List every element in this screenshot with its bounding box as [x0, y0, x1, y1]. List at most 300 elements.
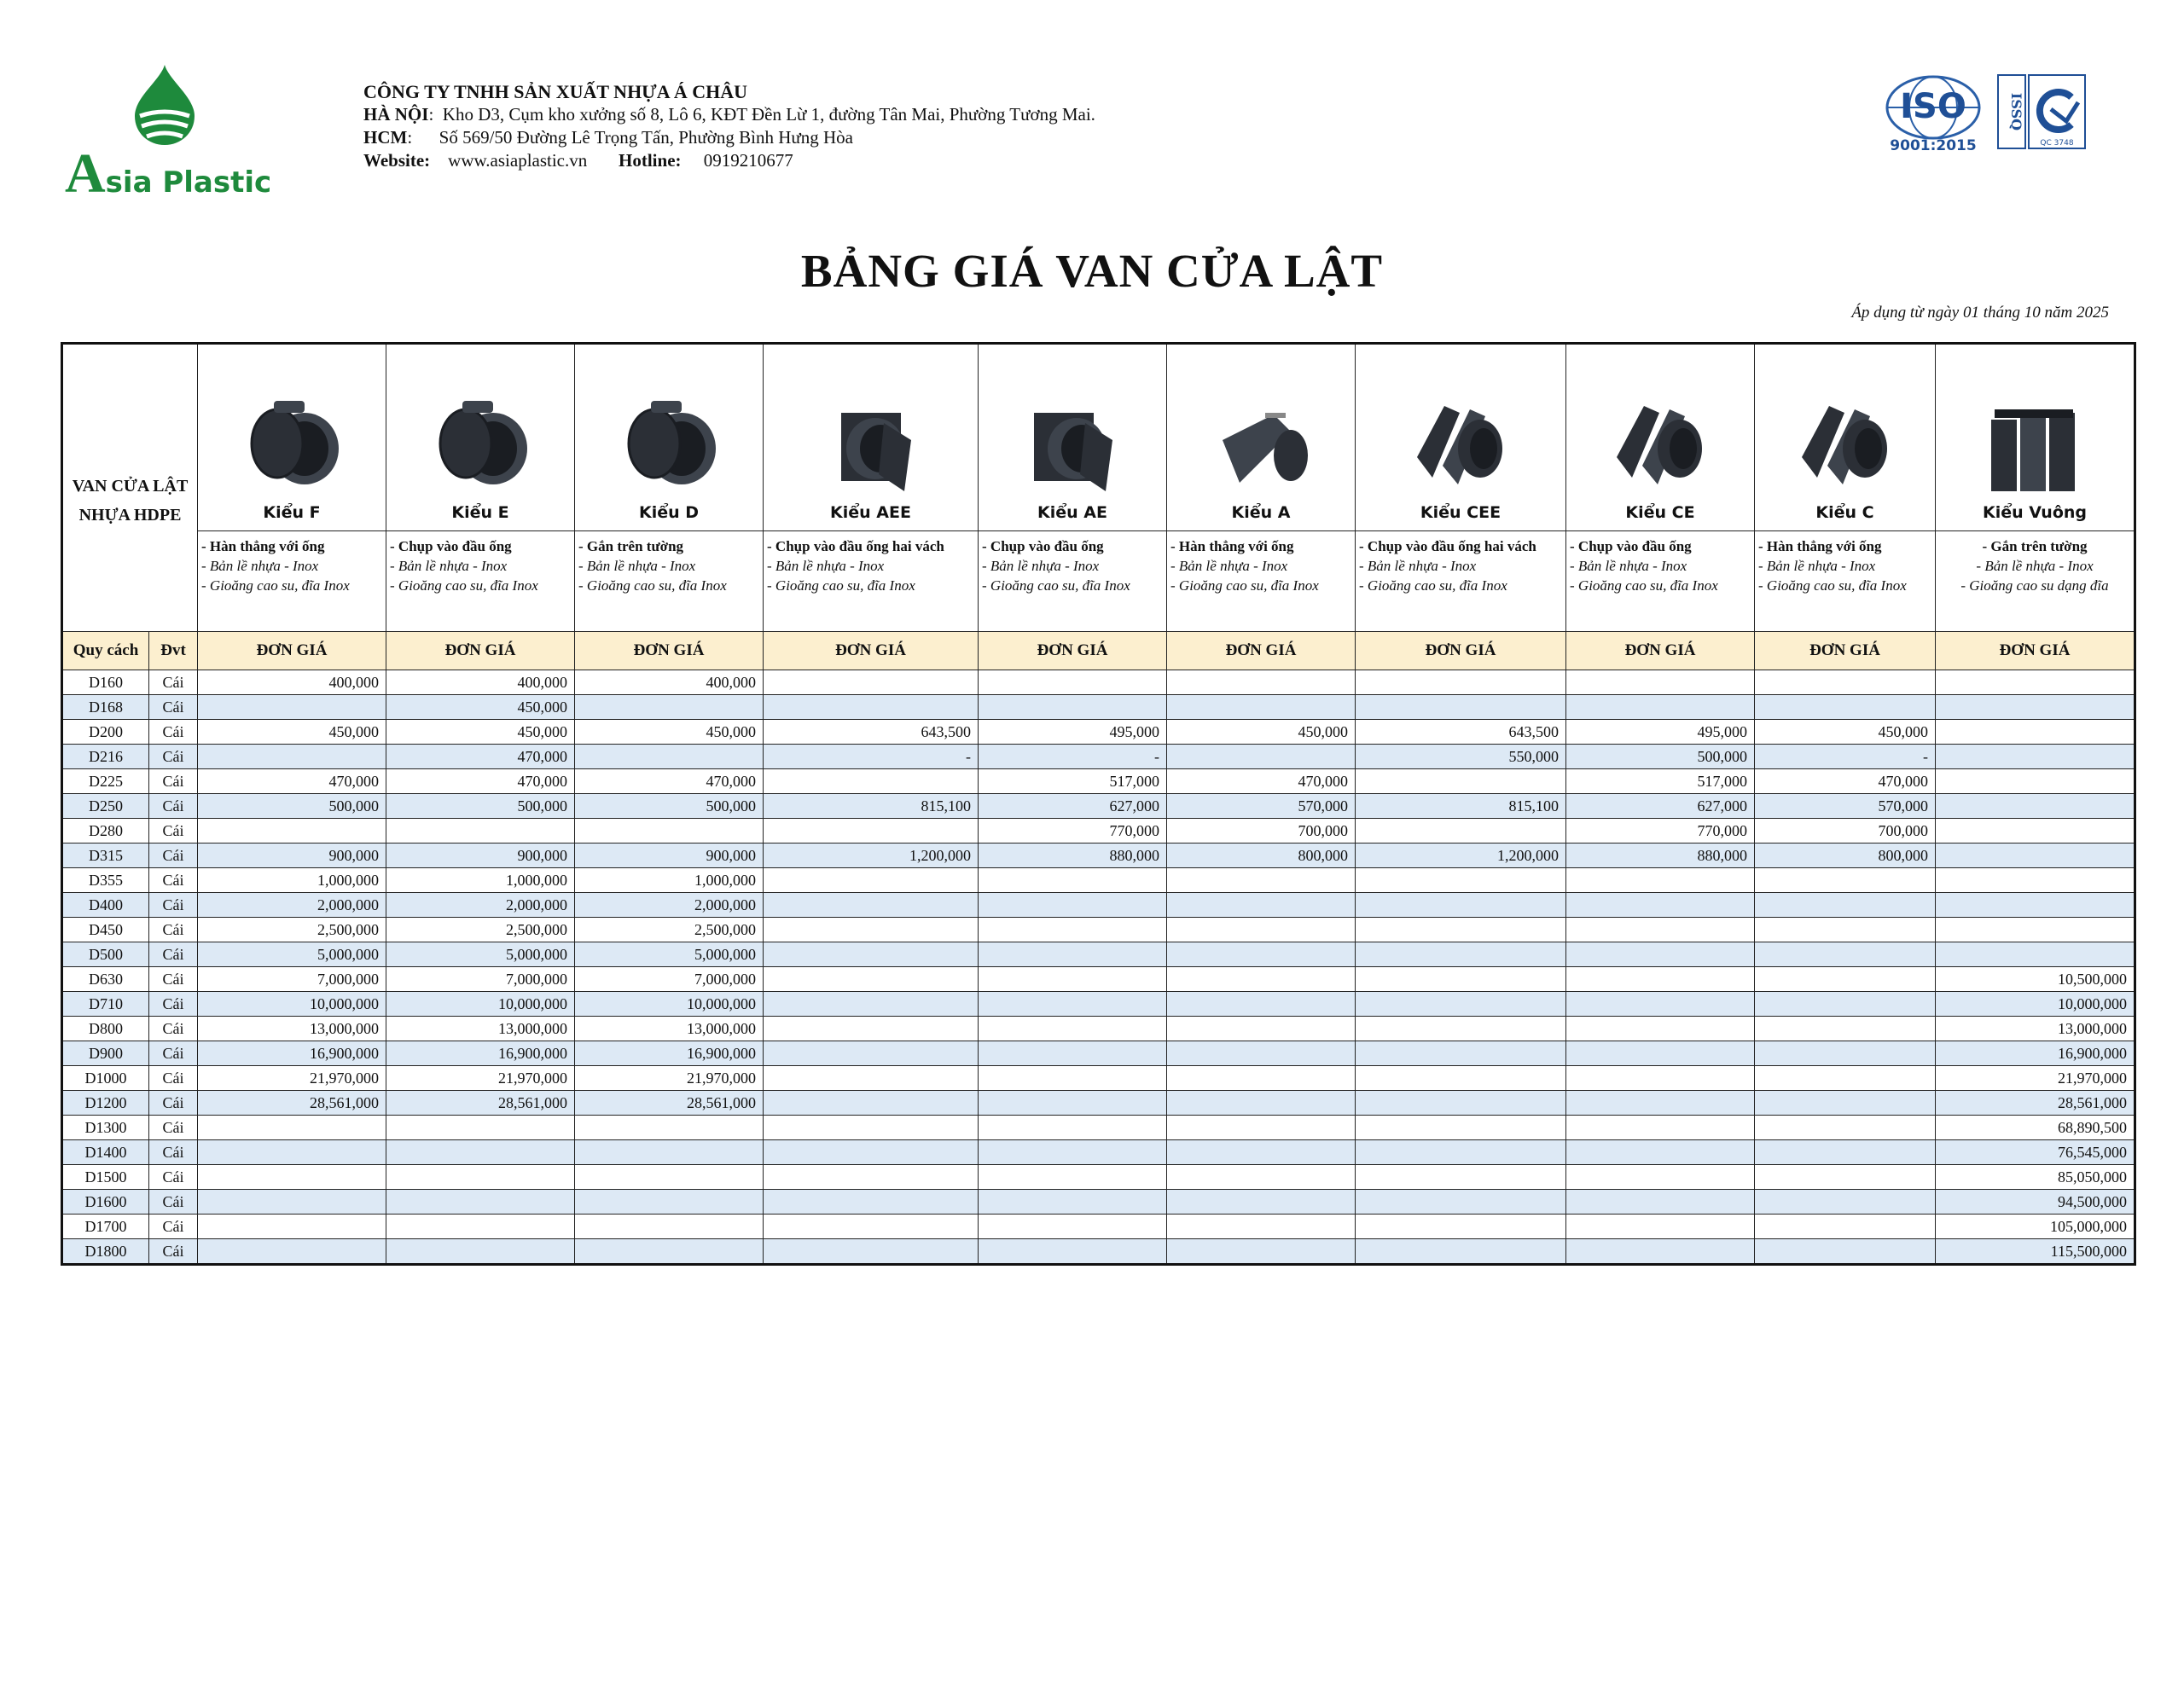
price-cell: 470,000 — [575, 769, 764, 794]
website-label: Website: — [363, 150, 431, 171]
product-cell-0 — [198, 344, 386, 531]
table-header-row — [62, 632, 2135, 670]
description-line: - Bản lề nhựa - Inox — [982, 558, 1100, 574]
price-cell — [575, 745, 764, 769]
description-line: - Bản lề nhựa - Inox — [578, 558, 696, 574]
price-cell: 2,000,000 — [198, 893, 386, 918]
price-cell: 105,000,000 — [1936, 1215, 2135, 1239]
price-cell — [1936, 695, 2135, 720]
size-cell: D400 — [62, 893, 149, 918]
unit-cell: Cái — [149, 967, 198, 992]
price-cell — [764, 1165, 979, 1190]
price-cell: 68,890,500 — [1936, 1116, 2135, 1140]
price-cell — [1167, 745, 1356, 769]
size-cell: D900 — [62, 1041, 149, 1066]
size-cell: D200 — [62, 720, 149, 745]
product-description-2 — [575, 531, 764, 632]
price-cell — [1566, 1190, 1755, 1215]
price-cell — [1356, 670, 1566, 695]
iso-text: ISO — [1900, 87, 1966, 126]
product-description-5 — [1167, 531, 1356, 632]
size-cell: D1600 — [62, 1190, 149, 1215]
price-cell: 2,500,000 — [386, 918, 575, 942]
price-cell — [764, 893, 979, 918]
price-cell: 28,561,000 — [1936, 1091, 2135, 1116]
product-cell-7 — [1566, 344, 1755, 531]
unit-cell: Cái — [149, 819, 198, 844]
size-cell: D710 — [62, 992, 149, 1017]
price-cell — [1356, 1190, 1566, 1215]
price-cell: 470,000 — [198, 769, 386, 794]
price-cell — [1936, 868, 2135, 893]
description-line: - Chụp vào đầu ống — [1570, 538, 1692, 554]
price-cell: 13,000,000 — [575, 1017, 764, 1041]
description-line: - Gioăng cao su, đĩa Inox — [201, 577, 350, 594]
price-cell — [386, 1140, 575, 1165]
price-cell: 643,500 — [764, 720, 979, 745]
product-description-4 — [979, 531, 1167, 632]
table-row — [62, 670, 2135, 695]
price-cell — [1566, 893, 1755, 918]
product-description-9 — [1936, 531, 2135, 632]
price-cell — [764, 868, 979, 893]
price-cell — [1755, 1066, 1936, 1091]
price-cell — [575, 1116, 764, 1140]
price-cell: 517,000 — [1566, 769, 1755, 794]
price-cell: 500,000 — [575, 794, 764, 819]
product-description-row — [62, 531, 2135, 632]
unit-cell: Cái — [149, 1116, 198, 1140]
price-cell: 7,000,000 — [575, 967, 764, 992]
hcm-address: Số 569/50 Đường Lê Trọng Tấn, Phường Bình Hưng Hòa — [439, 127, 853, 148]
size-cell: D225 — [62, 769, 149, 794]
price-cell — [979, 1041, 1167, 1066]
price-cell — [1356, 942, 1566, 967]
unit-cell: Cái — [149, 1215, 198, 1239]
price-cell — [1755, 992, 1936, 1017]
price-cell — [764, 1116, 979, 1140]
price-cell — [979, 1215, 1167, 1239]
price-cell — [1167, 893, 1356, 918]
price-cell — [1755, 918, 1936, 942]
product-description-8 — [1755, 531, 1936, 632]
price-cell — [764, 918, 979, 942]
price-cell: 2,000,000 — [386, 893, 575, 918]
table-row — [62, 695, 2135, 720]
unit-cell: Cái — [149, 794, 198, 819]
price-cell: 5,000,000 — [386, 942, 575, 967]
description-line: - Gioăng cao su, đĩa Inox — [982, 577, 1130, 594]
price-cell — [575, 819, 764, 844]
price-cell: 450,000 — [198, 720, 386, 745]
table-row — [62, 992, 2135, 1017]
price-cell — [764, 1215, 979, 1239]
price-cell — [1356, 1239, 1566, 1265]
price-cell — [1566, 1017, 1755, 1041]
price-cell — [1356, 1165, 1566, 1190]
size-cell: D630 — [62, 967, 149, 992]
price-cell — [979, 1140, 1167, 1165]
price-cell — [764, 1017, 979, 1041]
table-row — [62, 942, 2135, 967]
price-cell — [1167, 1165, 1356, 1190]
size-cell: D1500 — [62, 1165, 149, 1190]
unit-cell: Cái — [149, 918, 198, 942]
price-cell — [764, 819, 979, 844]
table-row — [62, 1091, 2135, 1116]
price-table-container — [61, 342, 2134, 1266]
hotline-number: 0919210677 — [703, 150, 793, 171]
unit-cell: Cái — [149, 1017, 198, 1041]
price-cell: 770,000 — [1566, 819, 1755, 844]
price-cell — [1755, 1165, 1936, 1190]
table-row — [62, 1017, 2135, 1041]
price-cell: 2,500,000 — [575, 918, 764, 942]
price-cell — [979, 1091, 1167, 1116]
price-cell: 800,000 — [1755, 844, 1936, 868]
price-header-4: ĐƠN GIÁ — [979, 632, 1167, 670]
table-row — [62, 868, 2135, 893]
price-cell — [386, 1239, 575, 1265]
price-cell — [1356, 992, 1566, 1017]
size-cell: D500 — [62, 942, 149, 967]
price-header-8: ĐƠN GIÁ — [1755, 632, 1936, 670]
price-cell: 495,000 — [1566, 720, 1755, 745]
price-cell: 76,545,000 — [1936, 1140, 2135, 1165]
price-cell — [198, 1116, 386, 1140]
unit-cell: Cái — [149, 1140, 198, 1165]
price-cell: 21,970,000 — [386, 1066, 575, 1091]
price-cell: 7,000,000 — [386, 967, 575, 992]
size-cell: D800 — [62, 1017, 149, 1041]
price-cell: 627,000 — [1566, 794, 1755, 819]
price-cell: 2,500,000 — [198, 918, 386, 942]
price-cell — [1566, 1041, 1755, 1066]
price-cell: 470,000 — [1755, 769, 1936, 794]
product-type-name: Kiểu D — [638, 503, 700, 522]
price-cell — [1356, 1140, 1566, 1165]
price-cell — [1755, 1140, 1936, 1165]
table-row — [62, 1116, 2135, 1140]
price-cell — [1566, 1091, 1755, 1116]
price-cell — [764, 1190, 979, 1215]
corner-line-1: VAN CỬA LẬT — [72, 477, 189, 496]
price-cell — [1356, 918, 1566, 942]
price-cell: 470,000 — [386, 745, 575, 769]
issq-text: ISSQ — [2008, 92, 2024, 131]
price-cell: 16,900,000 — [575, 1041, 764, 1066]
description-line: - Bản lề nhựa - Inox — [390, 558, 508, 574]
price-cell — [1356, 1041, 1566, 1066]
price-cell — [1356, 1066, 1566, 1091]
price-cell — [1755, 1116, 1936, 1140]
description-line: - Bản lề nhựa - Inox — [1170, 558, 1288, 574]
price-cell: 770,000 — [979, 819, 1167, 844]
product-cell-1 — [386, 344, 575, 531]
product-type-name: Kiểu CEE — [1420, 503, 1502, 522]
price-cell: 16,900,000 — [1936, 1041, 2135, 1066]
product-description-0 — [198, 531, 386, 632]
price-cell — [1167, 868, 1356, 893]
description-line: - Gioăng cao su, đĩa Inox — [1758, 577, 1907, 594]
price-cell — [1167, 1116, 1356, 1140]
price-cell — [1356, 1091, 1566, 1116]
company-info — [363, 80, 1095, 172]
table-row — [62, 1165, 2135, 1190]
price-cell: 450,000 — [1755, 720, 1936, 745]
price-cell: 13,000,000 — [198, 1017, 386, 1041]
price-cell — [575, 1165, 764, 1190]
unit-cell: Cái — [149, 1041, 198, 1066]
price-cell: 500,000 — [386, 794, 575, 819]
price-cell — [1167, 992, 1356, 1017]
size-cell: D315 — [62, 844, 149, 868]
price-cell — [1566, 868, 1755, 893]
price-cell: 880,000 — [979, 844, 1167, 868]
price-cell — [1936, 844, 2135, 868]
price-cell: 700,000 — [1755, 819, 1936, 844]
website-link[interactable]: www.asiaplastic.vn — [448, 150, 588, 171]
table-row — [62, 720, 2135, 745]
table-row — [62, 918, 2135, 942]
size-cell: D450 — [62, 918, 149, 942]
price-cell: 28,561,000 — [386, 1091, 575, 1116]
product-image-6 — [1405, 389, 1516, 500]
price-cell: 16,900,000 — [386, 1041, 575, 1066]
description-line: - Chụp vào đầu ống hai vách — [767, 538, 944, 554]
price-cell — [979, 695, 1167, 720]
page-title: BẢNG GIÁ VAN CỬA LẬT — [800, 245, 1384, 297]
price-cell: 550,000 — [1356, 745, 1566, 769]
price-cell — [198, 695, 386, 720]
price-cell: 94,500,000 — [1936, 1190, 2135, 1215]
price-cell: 21,970,000 — [575, 1066, 764, 1091]
price-cell — [1755, 695, 1936, 720]
price-cell: 10,000,000 — [575, 992, 764, 1017]
price-cell — [1167, 1091, 1356, 1116]
product-image-8 — [1790, 389, 1901, 500]
product-image-2 — [613, 389, 724, 500]
price-cell: 800,000 — [1167, 844, 1356, 868]
description-line: - Bản lề nhựa - Inox — [201, 558, 319, 574]
price-header-0: ĐƠN GIÁ — [198, 632, 386, 670]
price-cell — [1356, 1215, 1566, 1239]
size-cell: D1800 — [62, 1239, 149, 1265]
table-row — [62, 794, 2135, 819]
price-cell: 1,000,000 — [198, 868, 386, 893]
price-table — [61, 342, 2136, 1266]
price-cell — [1167, 942, 1356, 967]
price-cell: 1,200,000 — [764, 844, 979, 868]
table-corner — [62, 344, 198, 632]
price-cell — [764, 695, 979, 720]
product-description-3 — [764, 531, 979, 632]
price-cell — [1755, 893, 1936, 918]
unit-cell: Cái — [149, 992, 198, 1017]
price-cell: 700,000 — [1167, 819, 1356, 844]
description-line: - Chụp vào đầu ống — [390, 538, 512, 554]
price-cell — [575, 1239, 764, 1265]
price-cell — [979, 1017, 1167, 1041]
price-cell — [1167, 1239, 1356, 1265]
hanoi-address-line: HÀ NỘI: Kho D3, Cụm kho xưởng số 8, Lô 6, KĐT Đền Lừ 1, đường Tân Mai, Phường Tương Mai. — [363, 104, 1095, 125]
price-cell — [1566, 992, 1755, 1017]
price-cell — [386, 1165, 575, 1190]
size-cell: D250 — [62, 794, 149, 819]
price-cell — [1755, 1041, 1936, 1066]
price-cell — [1755, 1091, 1936, 1116]
hanoi-label: HÀ NỘI — [363, 104, 429, 125]
hcm-label: HCM — [363, 127, 408, 148]
description-line: - Gắn trên tường — [1982, 538, 2088, 554]
price-cell — [1566, 1215, 1755, 1239]
price-cell — [764, 992, 979, 1017]
size-cell: D216 — [62, 745, 149, 769]
unit-cell: Cái — [149, 670, 198, 695]
price-cell — [198, 1215, 386, 1239]
price-cell: 450,000 — [386, 695, 575, 720]
price-cell — [764, 967, 979, 992]
product-cell-6 — [1356, 344, 1566, 531]
size-cell: D1400 — [62, 1140, 149, 1165]
price-cell — [198, 1140, 386, 1165]
price-cell — [979, 1066, 1167, 1091]
product-cell-3 — [764, 344, 979, 531]
price-cell — [764, 1041, 979, 1066]
table-row — [62, 1140, 2135, 1165]
price-header-5: ĐƠN GIÁ — [1167, 632, 1356, 670]
price-cell — [1167, 1140, 1356, 1165]
product-cell-5 — [1167, 344, 1356, 531]
unit-cell: Cái — [149, 1190, 198, 1215]
price-cell — [198, 1190, 386, 1215]
unit-cell: Cái — [149, 1091, 198, 1116]
product-image-7 — [1605, 389, 1716, 500]
price-cell: 517,000 — [979, 769, 1167, 794]
description-line: - Gioăng cao su, đĩa Inox — [390, 577, 538, 594]
price-cell — [1356, 1116, 1566, 1140]
price-cell: 643,500 — [1356, 720, 1566, 745]
price-cell: 5,000,000 — [575, 942, 764, 967]
price-cell — [1566, 1116, 1755, 1140]
unit-cell: Cái — [149, 942, 198, 967]
price-cell: 7,000,000 — [198, 967, 386, 992]
unit-cell: Cái — [149, 695, 198, 720]
price-cell: 880,000 — [1566, 844, 1755, 868]
price-cell — [1167, 1190, 1356, 1215]
price-cell — [1356, 1017, 1566, 1041]
table-row — [62, 1041, 2135, 1066]
table-row — [62, 844, 2135, 868]
table-row — [62, 1215, 2135, 1239]
price-cell — [1356, 819, 1566, 844]
price-cell — [1566, 695, 1755, 720]
contact-line — [363, 149, 1095, 172]
price-cell — [1167, 695, 1356, 720]
description-line: - Bản lề nhựa - Inox — [767, 558, 885, 574]
hanoi-address: Kho D3, Cụm kho xưởng số 8, Lô 6, KĐT Đền Lừ 1, đường Tân Mai, Phường Tương Mai. — [442, 104, 1095, 125]
price-cell — [1936, 769, 2135, 794]
price-cell — [1936, 893, 2135, 918]
price-cell — [979, 1165, 1167, 1190]
price-cell — [1566, 1165, 1755, 1190]
price-cell — [1936, 942, 2135, 967]
price-cell — [575, 695, 764, 720]
description-line: - Bản lề nhựa - Inox — [1359, 558, 1477, 574]
price-cell: 815,100 — [764, 794, 979, 819]
table-row — [62, 1066, 2135, 1091]
price-cell — [1167, 670, 1356, 695]
product-description-1 — [386, 531, 575, 632]
product-type-name: Kiểu F — [263, 503, 321, 522]
price-cell: 627,000 — [979, 794, 1167, 819]
product-image-1 — [425, 389, 536, 500]
description-line: - Hàn thẳng với ống — [201, 538, 325, 554]
price-cell — [1755, 1190, 1936, 1215]
price-cell — [1566, 1066, 1755, 1091]
price-cell — [1566, 942, 1755, 967]
price-cell — [764, 769, 979, 794]
price-cell — [764, 670, 979, 695]
price-cell: 10,000,000 — [386, 992, 575, 1017]
hotline-label: Hotline: — [619, 150, 682, 171]
price-cell — [1167, 918, 1356, 942]
description-line: - Gioăng cao su, đĩa Inox — [1570, 577, 1718, 594]
price-cell — [1167, 1215, 1356, 1239]
price-cell — [1936, 720, 2135, 745]
price-cell: - — [764, 745, 979, 769]
size-cell: D160 — [62, 670, 149, 695]
price-cell: 900,000 — [198, 844, 386, 868]
unit-cell: Cái — [149, 745, 198, 769]
price-cell: - — [1755, 745, 1936, 769]
price-cell: 470,000 — [386, 769, 575, 794]
price-cell: 900,000 — [575, 844, 764, 868]
product-type-name: Kiểu C — [1815, 503, 1874, 522]
description-line: - Bản lề nhựa - Inox — [1976, 558, 2094, 574]
price-cell — [1356, 769, 1566, 794]
price-cell — [1755, 868, 1936, 893]
price-cell: - — [979, 745, 1167, 769]
col-header-qc: Quy cách — [62, 632, 149, 670]
description-line: - Gioăng cao su, đĩa Inox — [578, 577, 727, 594]
price-cell: 10,500,000 — [1936, 967, 2135, 992]
price-cell — [1566, 967, 1755, 992]
price-cell — [575, 1140, 764, 1165]
price-cell — [386, 1215, 575, 1239]
price-cell: 500,000 — [198, 794, 386, 819]
description-line: - Hàn thẳng với ống — [1170, 538, 1294, 554]
price-header-7: ĐƠN GIÁ — [1566, 632, 1755, 670]
product-type-name: Kiểu A — [1231, 503, 1291, 522]
price-cell — [764, 942, 979, 967]
product-cell-8 — [1755, 344, 1936, 531]
price-cell — [386, 1116, 575, 1140]
description-line: - Gioăng cao su dạng đĩa — [1960, 577, 2109, 594]
price-cell — [979, 918, 1167, 942]
price-cell — [979, 868, 1167, 893]
certification-badges — [1877, 72, 2099, 154]
price-cell — [1755, 1215, 1936, 1239]
price-cell: 495,000 — [979, 720, 1167, 745]
price-cell: 570,000 — [1167, 794, 1356, 819]
size-cell: D1000 — [62, 1066, 149, 1091]
product-image-3 — [816, 389, 926, 500]
price-cell — [198, 745, 386, 769]
price-cell: 500,000 — [1566, 745, 1755, 769]
price-cell: 5,000,000 — [198, 942, 386, 967]
price-cell — [1356, 893, 1566, 918]
